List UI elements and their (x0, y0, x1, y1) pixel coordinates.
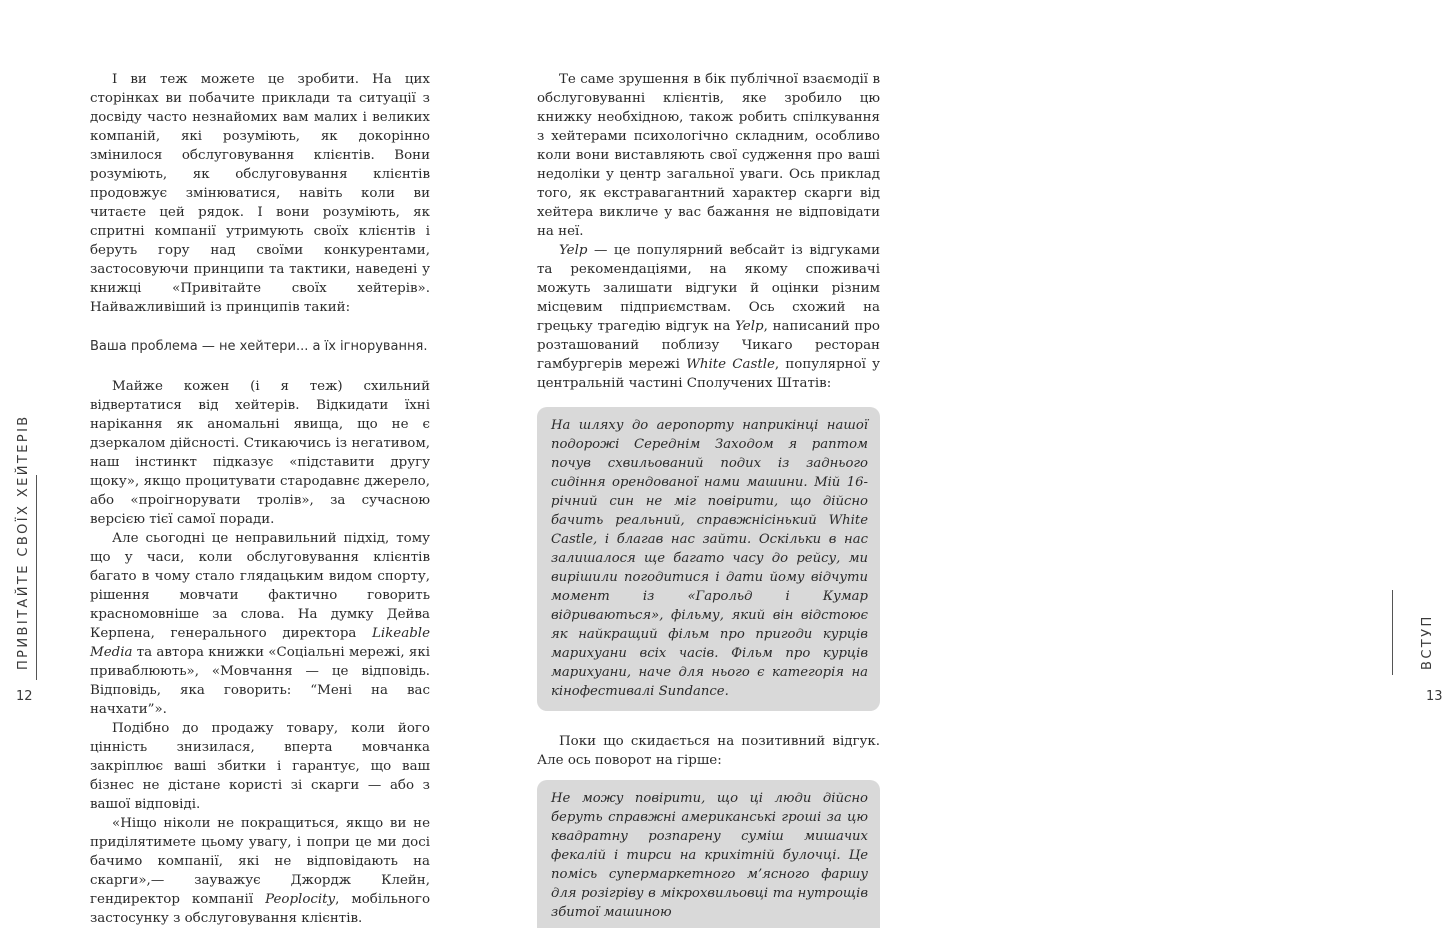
paragraph: Майже кожен (і я теж) схильний відвертатися від хейтерів. Відкидати їхні нарікання як аномальні явища, що не є дзеркалом дійсності. Стикаючись із негативом, наш інстинкт підказує «підставити другу щоку», якщо процитувати стародавнє джерело, або «проігнорувати тролів», за сучасною версією тієї самої поради. (90, 379, 430, 527)
company-name: Peoplocity (265, 892, 336, 907)
left-text-column (90, 70, 430, 928)
paragraph: Але сьогодні це неправильний підхід, тому що у часи, коли обслуговування клієнтів багато в чому стало глядацьким видом спорту, рішення мовчати фактично говорить красномовніше за слова. На думку Дейва Керпена, генерального директора Likeable Media та автора книжки «Соціальні мережі, які приваблюють», «Мовчання — це відповідь. Відповідь, яка говорить: “Мені на вас начхати”». (90, 531, 430, 717)
pull-quote: Ваша проблема — не хейтери... а їх ігнорування. (90, 339, 428, 354)
right-page (485, 0, 1443, 920)
restaurant-name: White Castle (686, 357, 775, 372)
running-head-rule (1392, 590, 1393, 675)
paragraph: Поки що скидається на позитивний відгук. Але ось поворот на гірше: (537, 734, 880, 768)
paragraph: «Ніщо ніколи не покращиться, якщо ви не приділятимете цьому увагу, і попри це ми досі бачимо компанії, які не відповідають на скарги»,— зауважує Джордж Клейн, гендиректор компанії Peoplocity, мобільного застосунку з обслуговування клієнтів. (90, 816, 431, 926)
site-name: Yelp (735, 319, 764, 334)
running-head-rule (36, 475, 37, 680)
review-callout: На шляху до аеропорту наприкінці нашої подорожі Середнім Заходом я раптом почув схвильований подих із заднього сидіння орендованої нами машини. Мій 16-річний син не міг повірити, що дійсно бачить реальний, справжнісінький White Castle, і благав нас зайти. Оскільки в нас залишалося ще багато часу до рейсу, ми вирішили погодитися і дати йому відчути момент із «Гарольд і Кумар відриваються», фільму, який він відстоює як найкращий фільм про пригоди курців марихуани всіх часів. Фільм про курців марихуани, наче для нього є категорія на кінофестивалі Sundance. (537, 407, 880, 711)
company-name: Likeable Media (90, 626, 430, 660)
paragraph: Те саме зрушення в бік публічної взаємодії в обслуговуванні клієнтів, яке зробило цю книжку необхідною, також робить спілкування з хейтерами психологічно складним, особливо коли вони виставляють свої судження про ваші недоліки у центр загальної уваги. Ось приклад того, як екстравагантний характер скарги від хейтера викличе у вас бажання не відповідати на неї. (537, 72, 880, 239)
review-callout: Не можу повірити, що ці люди дійсно беруть справжні американські гроші за цю квадратну розпарену суміш мишачих фекалій і тирси на крихітній булочці. Це помісь супермаркетного м’ясного фаршу для розігріву в мікрохвильовці та нутрощів збитої машиною (537, 780, 880, 928)
running-head: ПРИВІТАЙТЕ СВОЇХ ХЕЙТЕРІВ (16, 414, 31, 670)
page-number: 12 (16, 689, 33, 704)
page-number: 13 (1426, 689, 1443, 704)
right-text-column (537, 70, 880, 949)
running-head: ВСТУП (1420, 614, 1435, 670)
paragraph: Yelp — це популярний вебсайт із відгуками та рекомендаціями, на якому споживачі можуть залишати відгуки й оцінки різним місцевим підприємствам. Ось схожий на грецьку трагедію відгук на Yelp, написаний про розташований поблизу Чикаго ресторан гамбургерів мережі White Castle, популярної у центральній частині Сполучених Штатів: (537, 243, 881, 391)
paragraph: І ви теж можете це зробити. На цих сторінках ви побачите приклади та ситуації з досвіду часто незнайомих вам малих і великих компаній, які розуміють, як докорінно змінилося обслуговування клієнтів. Вони розуміють, як обслуговування клієнтів продовжує змінюватися, навіть коли ви читаєте цей рядок. І вони розуміють, як спритні компанії утримують своїх клієнтів і беруть гору над своїми конкурентами, застосовуючи принципи та тактики, наведені у книжці «Привітайте своїх хейтерів». Найважливіший із принципів такий: (90, 72, 430, 315)
site-name: Yelp (559, 243, 588, 258)
paragraph: Подібно до продажу товару, коли його цінність знизилася, вперта мовчанка закріплює ваші збитки і гарантує, що ваш бізнес не дістане користі зі скарги — або з вашої відповіді. (90, 721, 430, 812)
left-page (0, 0, 485, 926)
